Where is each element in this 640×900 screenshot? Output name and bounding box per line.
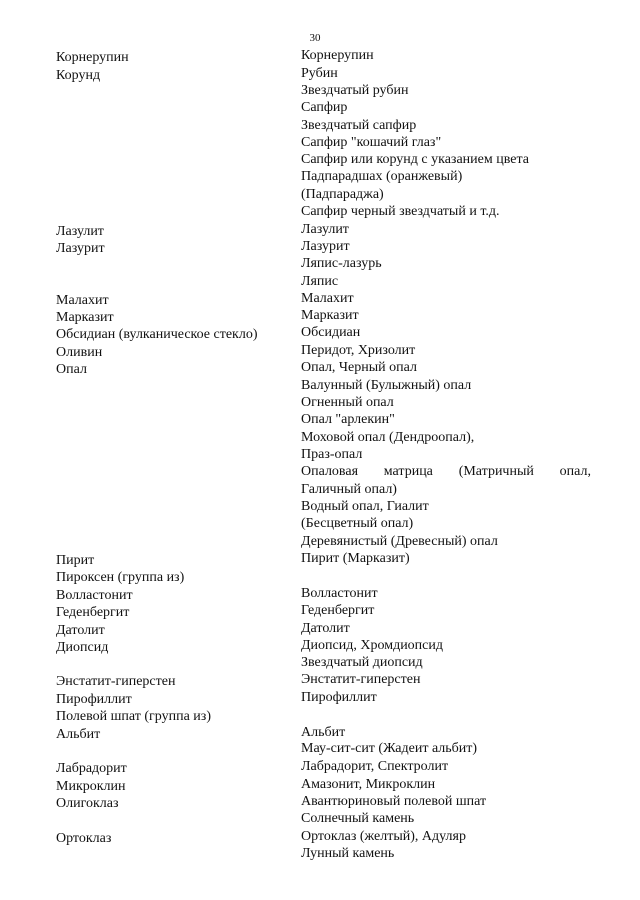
gem-name: Лазурит [301, 239, 350, 254]
mineral-name: Волластонит [56, 588, 133, 603]
mineral-name: Микроклин [56, 779, 126, 794]
gem-name: (Падпараджа) [301, 187, 384, 202]
mineral-name: Опал [56, 362, 87, 377]
gem-name: Лазулит [301, 222, 349, 237]
gem-name: Ляпис [301, 274, 339, 289]
gem-name: Рубин [301, 66, 338, 81]
gem-name: Водный опал, Гиалит [301, 499, 429, 514]
gem-name: Диопсид, Хромдиопсид [301, 638, 444, 653]
gem-name: Сапфир [301, 100, 348, 115]
gem-name: Амазонит, Микроклин [301, 777, 436, 792]
gem-name: Марказит [301, 308, 359, 323]
mineral-name: Обсидиан (вулканическое стекло) [56, 327, 258, 342]
gem-name-word: Опаловая [301, 464, 359, 479]
mineral-name: Пирит [56, 553, 95, 568]
gem-name: Перидот, Хризолит [301, 343, 416, 358]
mineral-name: Малахит [56, 293, 109, 308]
gem-name: Опал, Черный опал [301, 360, 417, 375]
gem-name: Опал "арлекин" [301, 412, 395, 427]
mineral-name: Альбит [56, 727, 101, 742]
mineral-name: Лазурит [56, 241, 105, 256]
mineral-name: Геденбергит [56, 605, 130, 620]
gem-name: (Бесцветный опал) [301, 516, 414, 531]
gem-name: Ортоклаз (желтый), Адуляр [301, 829, 466, 844]
mineral-group-heading: Полевой шпат (группа из) [56, 709, 211, 724]
gem-name: Огненный опал [301, 395, 394, 410]
gem-name: Пирофиллит [301, 690, 377, 705]
mineral-name: Энстатит-гиперстен [56, 674, 176, 689]
gem-name: Моховой опал (Дендроопал), [301, 430, 475, 445]
gem-name: Сапфир черный звездчатый и т.д. [301, 204, 500, 219]
gem-name: Звездчатый диопсид [301, 655, 423, 670]
mineral-name: Марказит [56, 310, 114, 325]
gem-name: Звездчатый сапфир [301, 118, 417, 133]
gem-name: Корнерупин [301, 48, 374, 63]
gem-name: Пирит (Марказит) [301, 551, 410, 566]
mineral-name: Датолит [56, 623, 105, 638]
gem-name: Валунный (Булыжный) опал [301, 378, 472, 393]
gem-name: Сапфир или корунд с указанием цвета [301, 152, 529, 167]
gem-name: Энстатит-гиперстен [301, 672, 421, 687]
mineral-name: Диопсид [56, 640, 109, 655]
gem-name: Солнечный камень [301, 811, 415, 826]
gem-name: Волластонит [301, 586, 378, 601]
gem-name: Сапфир "кошачий глаз" [301, 135, 442, 150]
mineral-name: Корунд [56, 68, 101, 83]
gem-name-justified [301, 463, 591, 481]
gem-name-word: матрица [383, 464, 433, 479]
gem-name: Альбит [301, 725, 346, 740]
gem-name: Деревянистый (Древесный) опал [301, 534, 498, 549]
gem-name: Лунный камень [301, 846, 395, 861]
gem-name: Авантюриновый полевой шпат [301, 794, 487, 809]
mineral-name: Оливин [56, 345, 103, 360]
mineral-name: Олигоклаз [56, 796, 119, 811]
gem-name: Геденбергит [301, 603, 375, 618]
gem-name: Ляпис-лазурь [301, 256, 382, 271]
gem-name: Галичный опал) [301, 482, 397, 497]
gem-name: Лабрадорит, Спектролит [301, 759, 449, 774]
gem-name: Датолит [301, 621, 350, 636]
mineral-name: Лазулит [56, 224, 104, 239]
gem-name-word: опал, [559, 464, 591, 479]
gem-name: Падпарадшах (оранжевый) [301, 169, 463, 184]
gem-name-word: (Матричный [458, 464, 534, 479]
mineral-group-heading: Пироксен (группа из) [56, 570, 185, 585]
page-number: 30 [309, 32, 321, 44]
mineral-name: Ортоклаз [56, 831, 112, 846]
gem-name: Звездчатый рубин [301, 83, 409, 98]
mineral-name: Корнерупин [56, 50, 129, 65]
gem-name: Мау-сит-сит (Жадеит альбит) [301, 741, 478, 756]
gem-name: Праз-опал [301, 447, 363, 462]
gem-name: Обсидиан [301, 325, 361, 340]
gem-name: Малахит [301, 291, 354, 306]
mineral-name: Лабрадорит [56, 761, 127, 776]
mineral-name: Пирофиллит [56, 692, 132, 707]
